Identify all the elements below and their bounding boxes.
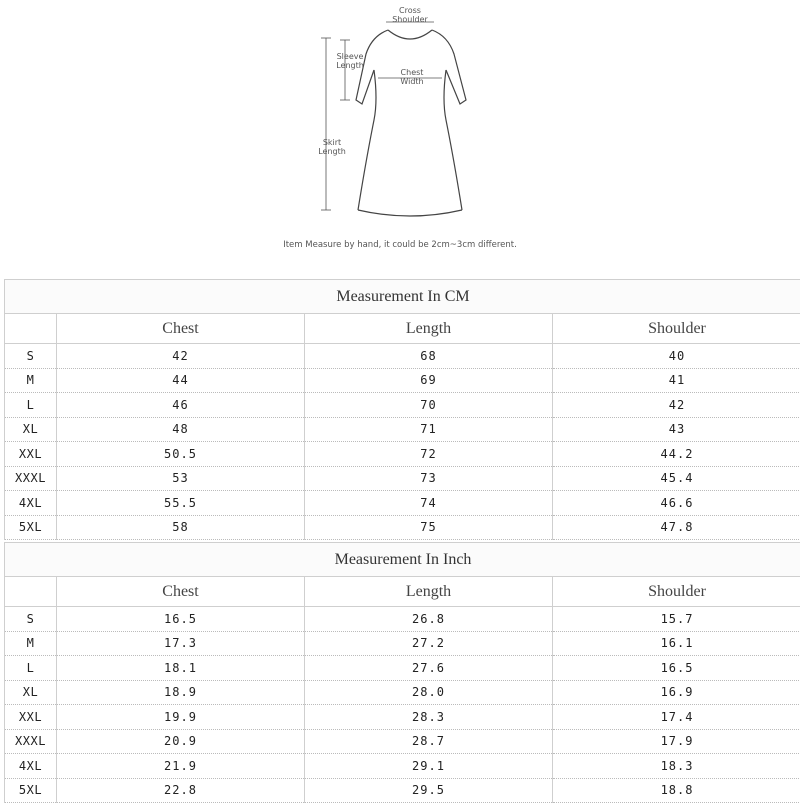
length-value: 28.3 (305, 705, 553, 730)
shoulder-value: 42 (553, 393, 800, 418)
length-value: 74 (305, 491, 553, 516)
length-value: 71 (305, 417, 553, 442)
chest-value: 42 (57, 344, 305, 369)
skirt-length-label-line2: Length (312, 147, 352, 156)
header-blank (5, 577, 57, 607)
size-cell: XXXL (5, 466, 57, 491)
length-value: 27.2 (305, 631, 553, 656)
chest-value: 50.5 (57, 442, 305, 467)
table-row (5, 705, 800, 730)
chest-value: 19.9 (57, 705, 305, 730)
chest-value: 53 (57, 466, 305, 491)
measurement-table-inch (4, 542, 800, 803)
length-value: 72 (305, 442, 553, 467)
table-row (5, 393, 800, 418)
table-row (5, 729, 800, 754)
length-value: 28.7 (305, 729, 553, 754)
skirt-length-label-line1: Skirt (312, 138, 352, 147)
shoulder-value: 46.6 (553, 491, 800, 516)
chest-value: 44 (57, 368, 305, 393)
shoulder-value: 44.2 (553, 442, 800, 467)
shoulder-value: 16.5 (553, 656, 800, 681)
table-row (5, 631, 800, 656)
cross-shoulder-label-line2: Shoulder (388, 15, 432, 24)
chest-width-label-line2: Width (392, 77, 432, 86)
column-header-chest: Chest (57, 577, 305, 607)
table-row (5, 656, 800, 681)
length-value: 29.5 (305, 778, 553, 803)
measurement-table-cm (4, 279, 800, 540)
table-row (5, 680, 800, 705)
chest-value: 46 (57, 393, 305, 418)
table-row (5, 417, 800, 442)
shoulder-value: 41 (553, 368, 800, 393)
header-blank (5, 314, 57, 344)
dress-measurement-diagram (0, 0, 800, 260)
chest-value: 20.9 (57, 729, 305, 754)
cross-shoulder-label (388, 6, 432, 24)
size-cell: XXL (5, 442, 57, 467)
size-cell: XL (5, 680, 57, 705)
sleeve-length-label-line2: Length (330, 61, 370, 70)
cross-shoulder-label-line1: Cross (388, 6, 432, 15)
size-cell: XXL (5, 705, 57, 730)
size-cell: XL (5, 417, 57, 442)
size-cell: 4XL (5, 491, 57, 516)
column-header-shoulder: Shoulder (553, 314, 800, 344)
length-value: 73 (305, 466, 553, 491)
sleeve-length-label-line1: Sleeve (330, 52, 370, 61)
size-cell: S (5, 344, 57, 369)
length-value: 75 (305, 515, 553, 540)
shoulder-value: 18.3 (553, 754, 800, 779)
table-row (5, 607, 800, 632)
column-header-length: Length (305, 314, 553, 344)
length-value: 28.0 (305, 680, 553, 705)
size-cell: M (5, 631, 57, 656)
chest-value: 18.9 (57, 680, 305, 705)
table-row (5, 515, 800, 540)
length-value: 69 (305, 368, 553, 393)
measurement-note: Item Measure by hand, it could be 2cm~3cm different. (0, 240, 800, 250)
size-cell: L (5, 656, 57, 681)
table-row (5, 442, 800, 467)
size-cell: 5XL (5, 515, 57, 540)
chest-value: 18.1 (57, 656, 305, 681)
length-value: 70 (305, 393, 553, 418)
sleeve-length-label (330, 52, 370, 70)
column-header-chest: Chest (57, 314, 305, 344)
shoulder-value: 45.4 (553, 466, 800, 491)
size-cell: 4XL (5, 754, 57, 779)
dress-outline-icon (0, 0, 800, 240)
table-row (5, 368, 800, 393)
shoulder-value: 43 (553, 417, 800, 442)
table-row (5, 344, 800, 369)
table-title: Measurement In Inch (5, 543, 800, 577)
column-header-length: Length (305, 577, 553, 607)
length-value: 68 (305, 344, 553, 369)
chest-value: 22.8 (57, 778, 305, 803)
table-row (5, 491, 800, 516)
chest-value: 48 (57, 417, 305, 442)
chest-width-label-line1: Chest (392, 68, 432, 77)
table-row (5, 754, 800, 779)
shoulder-value: 16.9 (553, 680, 800, 705)
size-cell: L (5, 393, 57, 418)
size-cell: 5XL (5, 778, 57, 803)
size-cell: XXXL (5, 729, 57, 754)
shoulder-value: 15.7 (553, 607, 800, 632)
shoulder-value: 40 (553, 344, 800, 369)
chest-value: 58 (57, 515, 305, 540)
shoulder-value: 17.4 (553, 705, 800, 730)
shoulder-value: 17.9 (553, 729, 800, 754)
column-header-shoulder: Shoulder (553, 577, 800, 607)
shoulder-value: 16.1 (553, 631, 800, 656)
table-title: Measurement In CM (5, 280, 800, 314)
length-value: 26.8 (305, 607, 553, 632)
chest-value: 21.9 (57, 754, 305, 779)
size-cell: S (5, 607, 57, 632)
length-value: 27.6 (305, 656, 553, 681)
size-cell: M (5, 368, 57, 393)
chest-value: 17.3 (57, 631, 305, 656)
length-value: 29.1 (305, 754, 553, 779)
shoulder-value: 47.8 (553, 515, 800, 540)
table-row (5, 778, 800, 803)
chest-value: 55.5 (57, 491, 305, 516)
skirt-length-label (312, 138, 352, 156)
chest-width-label (392, 68, 432, 86)
chest-value: 16.5 (57, 607, 305, 632)
shoulder-value: 18.8 (553, 778, 800, 803)
table-row (5, 466, 800, 491)
